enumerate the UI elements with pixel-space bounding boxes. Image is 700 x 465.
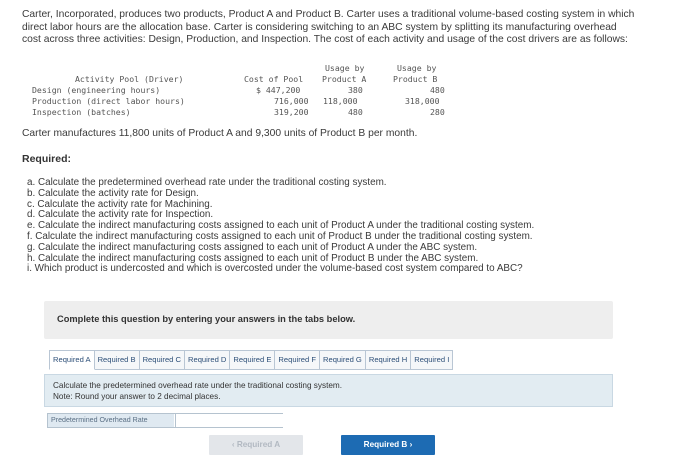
row-design-pool: Design (engineering hours) — [32, 85, 161, 95]
requirement-c: c. Calculate the activity rate for Machining. — [27, 198, 213, 210]
row-production-usage-a: 118,000 — [323, 96, 358, 106]
predetermined-overhead-rate-input[interactable] — [175, 414, 283, 427]
requirement-tabs — [49, 350, 453, 370]
tab-required-h[interactable]: Required H — [366, 350, 411, 370]
tab-required-g[interactable]: Required G — [320, 350, 366, 370]
row-inspection-pool: Inspection (batches) — [32, 107, 131, 117]
requirement-g: g. Calculate the indirect manufacturing costs assigned to each unit of Product A under the ABC system. — [27, 241, 478, 253]
instructions-banner — [44, 301, 613, 339]
required-heading: Required: — [22, 153, 72, 165]
requirement-a: a. Calculate the predetermined overhead rate under the traditional costing system. — [27, 177, 387, 188]
tab-required-f[interactable]: Required F — [275, 350, 320, 370]
row-inspection-usage-b: 280 — [430, 107, 445, 117]
panel-instruction: Calculate the predetermined overhead rate under the traditional costing system. — [53, 381, 343, 390]
instructions-banner-text: Complete this question by entering your answers in the tabs below. — [57, 314, 356, 324]
requirement-h: h. Calculate the indirect manufacturing costs assigned to each unit of Product B under the ABC system. — [27, 252, 479, 264]
header-usage-b-line1: Usage by — [397, 63, 437, 73]
tab-required-c[interactable]: Required C — [140, 350, 185, 370]
tab-required-e[interactable]: Required E — [230, 350, 275, 370]
row-inspection-cost: 319,200 — [274, 107, 309, 117]
activity-cost-table — [32, 63, 462, 123]
row-production-pool: Production (direct labor hours) — [32, 96, 185, 106]
previous-required-button[interactable]: ‹ Required A — [209, 435, 303, 455]
intro-line-1: Carter, Incorporated, produces two products, Product A and Product B. Carter uses a traditional volume-based costing system in which — [22, 9, 635, 20]
requirement-i: i. Which product is undercosted and which is overcosted under the volume-based cost system compared to ABC? — [27, 263, 523, 275]
answer-row — [47, 413, 283, 428]
row-production-cost: 716,000 — [274, 96, 309, 106]
requirements-list — [27, 178, 534, 275]
tab-required-i[interactable]: Required I — [411, 350, 453, 370]
next-required-button[interactable]: Required B › — [341, 435, 435, 455]
problem-intro — [22, 9, 692, 47]
requirement-d: d. Calculate the activity rate for Inspection. — [27, 209, 214, 221]
units-produced-text: Carter manufactures 11,800 units of Product A and 9,300 units of Product B per month. — [22, 128, 418, 139]
header-usage-b-line2: Product B — [393, 74, 438, 84]
question-panel — [44, 374, 613, 407]
tab-required-b[interactable]: Required B — [95, 350, 140, 370]
header-usage-a-line1: Usage by — [325, 63, 365, 73]
tab-required-d[interactable]: Required D — [185, 350, 230, 370]
requirement-e: e. Calculate the indirect manufacturing costs assigned to each unit of Product A under the traditional costing system. — [27, 220, 535, 232]
header-cost-of-pool: Cost of Pool — [244, 74, 304, 84]
header-usage-a-line2: Product A — [322, 74, 367, 84]
requirement-f: f. Calculate the indirect manufacturing costs assigned to each unit of Product B under the traditional costing system. — [27, 230, 533, 242]
row-inspection-usage-a: 480 — [348, 107, 363, 117]
row-design-usage-a: 380 — [348, 85, 363, 95]
requirement-b: b. Calculate the activity rate for Design. — [27, 187, 199, 199]
row-production-usage-b: 318,000 — [405, 96, 440, 106]
header-activity-pool: Activity Pool (Driver) — [75, 74, 184, 84]
answer-label: Predetermined Overhead Rate — [48, 414, 174, 427]
panel-rounding-note: Note: Round your answer to 2 decimal places. — [53, 392, 221, 401]
intro-line-3: cost across three activities: Design, Production, and Inspection. The cost of each activity and usage of the cost drivers are as follows: — [22, 34, 628, 45]
intro-line-2: direct labor hours are the allocation base. Carter is considering switching to an ABC system by splitting its manufacturing overhead — [22, 21, 617, 33]
row-design-cost: $ 447,200 — [256, 85, 301, 95]
row-design-usage-b: 480 — [430, 85, 445, 95]
tab-required-a[interactable]: Required A — [49, 350, 95, 370]
